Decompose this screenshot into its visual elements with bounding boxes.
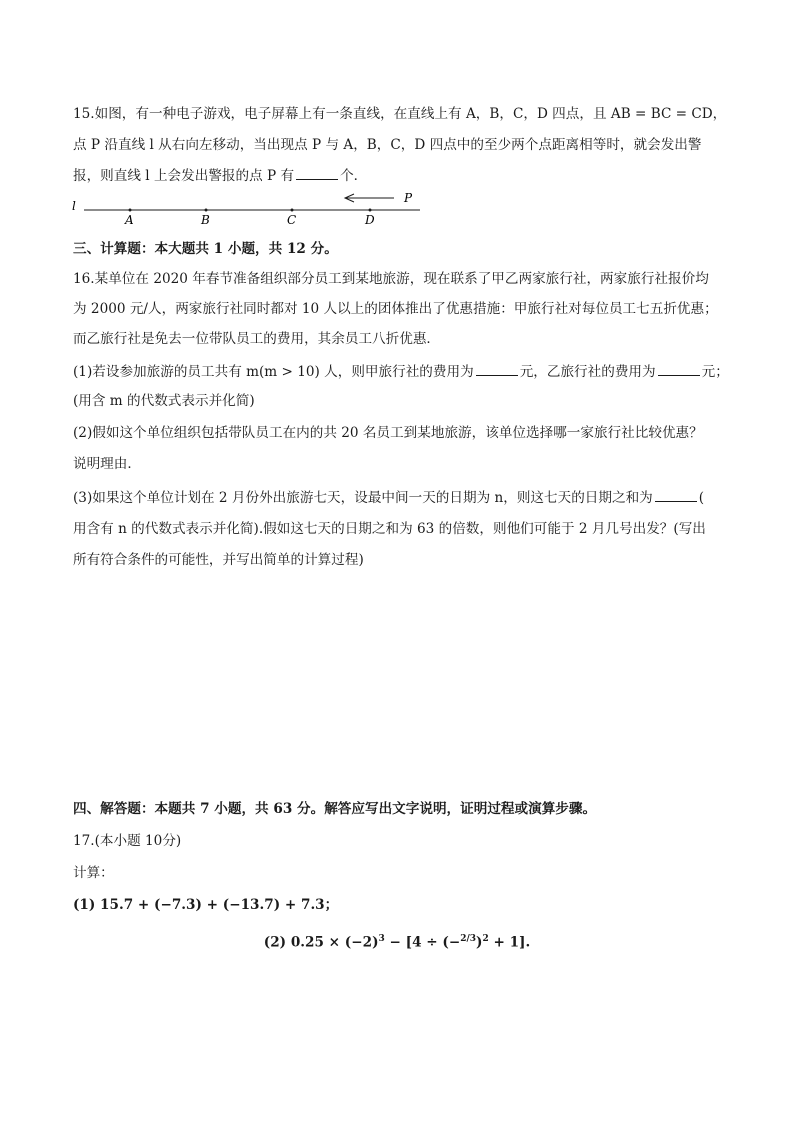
q16-part-1 [73, 362, 729, 381]
point-b-label: B [201, 213, 210, 227]
section-3-heading: 三、计算题：本大题共 1 小题，共 12 分。 [73, 241, 338, 257]
q15-line-3-end: 个． [340, 168, 368, 184]
q15-line-1: 15.如图，有一种电子游戏，电子屏幕上有一条直线，在直线上有 A，B，C，D 四点，且 AB = BC = CD， [73, 106, 727, 122]
q16-part-2-cont: 说明理由． [73, 456, 141, 472]
q16-part-1-note: (用含 m 的代数式表示并化简) [73, 393, 255, 409]
q16-part-2: (2)假如这个单位组织包括带队员工在内的共 20 名员工到某地旅游，该单位选择哪一家旅行社比较优惠？ [73, 425, 703, 441]
q17-part-2 [0, 930, 794, 952]
q16-part-3 [73, 488, 704, 507]
q17-p2-post: ) [476, 934, 483, 951]
q17-p2-exp2: 2 [482, 934, 489, 944]
answer-blank [658, 362, 700, 376]
line-label-l: l [72, 199, 76, 213]
q16-part-3-cont-2: 所有符合条件的可能性，并写出简单的计算过程) [73, 552, 364, 568]
q17-lead: 计算： [73, 865, 114, 881]
q15-line-3-text: 报，则直线 l 上会发出警报的点 P 有 [73, 168, 295, 184]
q15-line-2: 点 P 沿直线 l 从右向左移动，当出现点 P 与 A，B，C，D 四点中的至少两个点距离相等时，就会发出警 [73, 137, 702, 153]
answer-blank [296, 166, 338, 180]
q16-p3-a2: ( [698, 490, 705, 506]
q15-line-3 [73, 166, 367, 185]
q17-p2-end: + 1]. [488, 934, 531, 951]
q16-p1-a: (1)若设参加旅游的员工共有 m(m > 10) 人，则甲旅行社的费用为 [73, 364, 474, 380]
q16-part-3-cont: 用含有 n 的代数式表示并化简).假如这七天的日期之和为 63 的倍数，则他们可能于 2 月几号出发？(写出 [73, 521, 706, 537]
number-line-diagram [68, 190, 428, 230]
point-c-dot [291, 209, 294, 212]
q16-p1-c: 元； [701, 364, 729, 380]
point-a-dot [129, 209, 132, 212]
answer-blank [655, 488, 697, 502]
point-d-dot [369, 209, 372, 212]
q17-p2-frac: 2/3 [460, 934, 477, 944]
point-b-dot [205, 209, 208, 212]
q16-p3-a: (3)如果这个单位计划在 2 月份外出旅游七天，设最中间一天的日期为 n，则这七天的日期之和为 [73, 490, 653, 506]
point-a-label: A [125, 213, 134, 227]
q16-line-2: 为 2000 元/人，两家旅行社同时都对 10 人以上的团体推出了优惠措施：甲旅行社对每位员工七五折优惠； [73, 301, 718, 317]
point-p-label: P [404, 191, 413, 205]
q17-p2-mid: − [4 ÷ (− [384, 934, 461, 951]
point-d-label: D [365, 213, 375, 227]
q17-title: 17.(本小题 10分) [73, 833, 182, 849]
q16-line-3: 而乙旅行社是免去一位带队员工的费用，其余员工八折优惠． [73, 331, 441, 347]
point-c-label: C [287, 213, 297, 227]
q16-line-1: 16.某单位在 2020 年春节准备组织部分员工到某地旅游，现在联系了甲乙两家旅行社，两家旅行社报价均 [73, 271, 709, 287]
q16-p1-b: 元，乙旅行社的费用为 [519, 364, 656, 380]
q17-part-1: (1) 15.7 + (−7.3) + (−13.7) + 7.3； [73, 897, 339, 913]
q17-p2-exp1: 3 [378, 934, 385, 944]
q17-p2-pre: (2) 0.25 × (−2) [263, 934, 379, 951]
section-4-heading: 四、解答题：本题共 7 小题，共 63 分。解答应写出文字说明，证明过程或演算步骤。 [73, 801, 597, 817]
answer-blank [476, 362, 518, 376]
